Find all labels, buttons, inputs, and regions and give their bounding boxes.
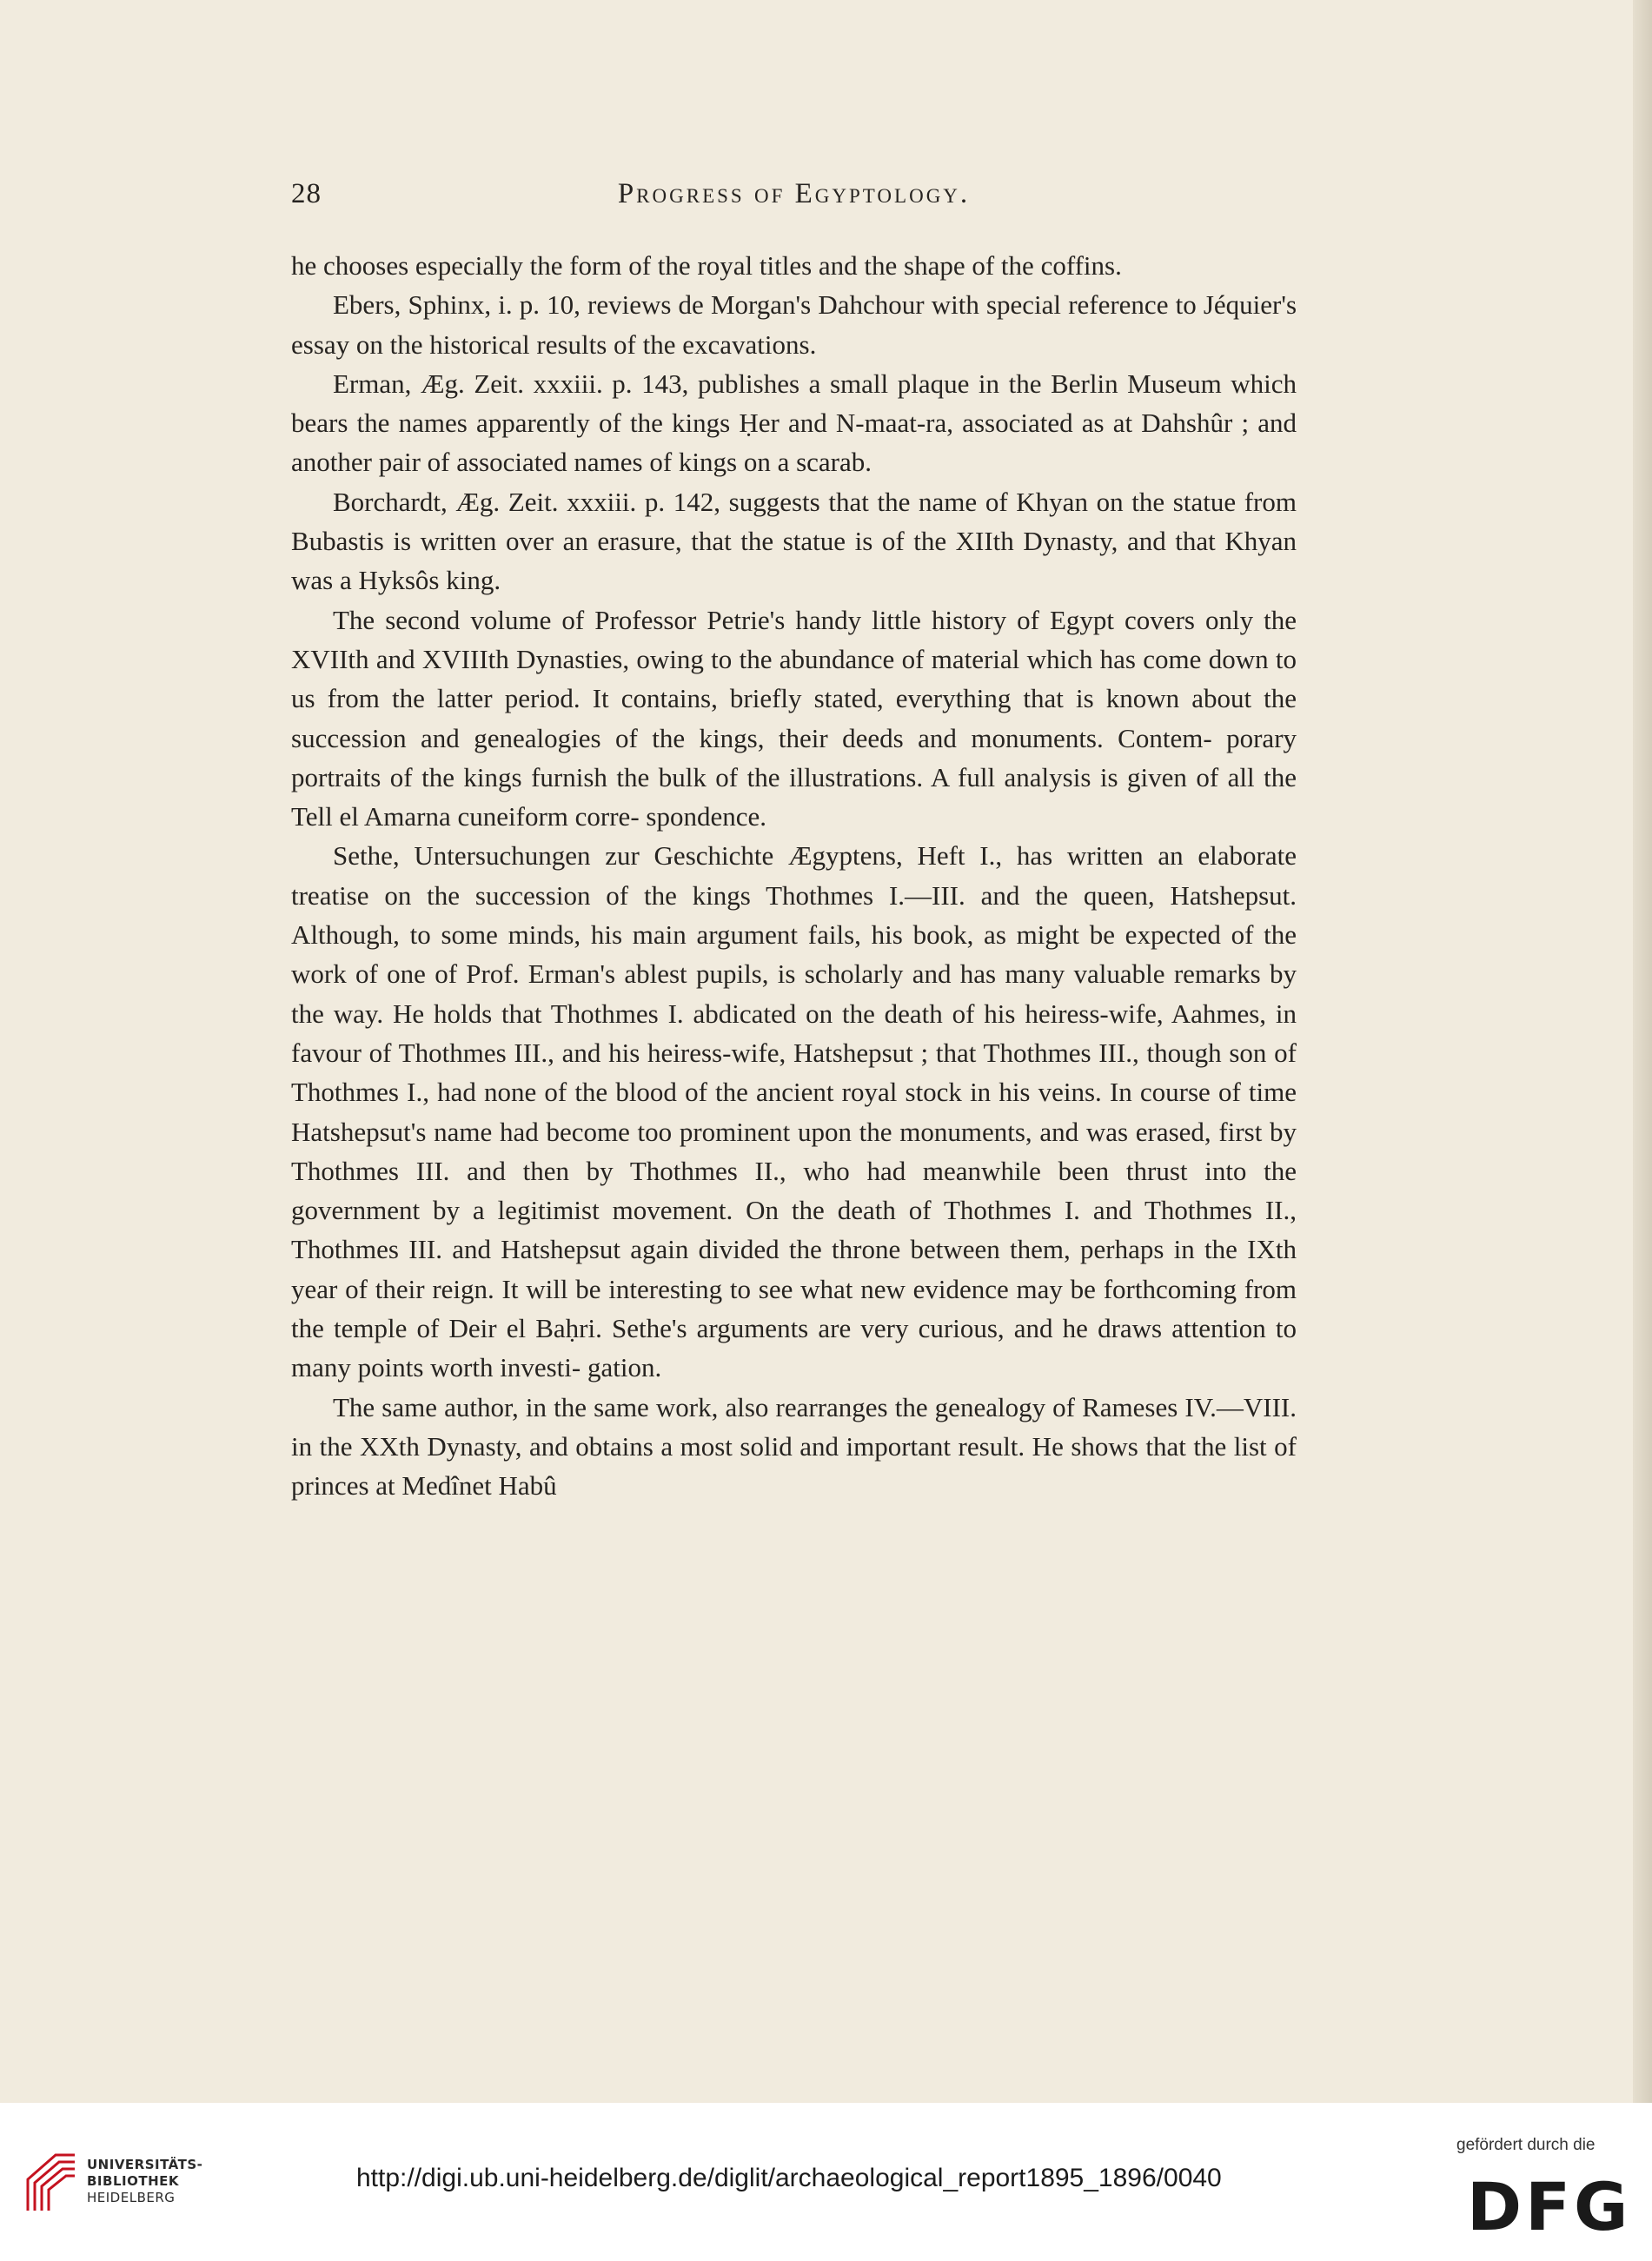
- paragraph: [291, 285, 1297, 364]
- text-line: contains, briefly stated, everything that is known about the succession: [291, 683, 1297, 753]
- text-line: Rameses IV.—VIII. in the XXth Dynasty, and obtains a most solid and: [291, 1391, 1297, 1462]
- text-line: gation.: [587, 1352, 662, 1383]
- text-line: important result. He shows that the list of princes at Medînet Habû: [291, 1430, 1297, 1502]
- text-line: been thrust into the government by a legitimist movement. On the: [291, 1155, 1297, 1226]
- body-text: [291, 246, 1297, 1506]
- text-line: the ancient royal stock in his veins. In course of time Hatshepsut's: [291, 1077, 1297, 1147]
- text-line: the queen, Hatshepsut. Although, to some minds, his main argument: [291, 879, 1297, 951]
- running-head: [291, 178, 1297, 230]
- text-line: that Thothmes III., though son of Thothmes I., had none of the blood of: [291, 1037, 1297, 1108]
- library-name-line: HEIDELBERG: [87, 2190, 176, 2205]
- text-line: He holds that Thothmes I. abdicated on the death of his heiress-wife,: [392, 998, 1164, 1029]
- text-line: The second volume of Professor Petrie's handy little history of Egypt: [333, 604, 1115, 635]
- library-name-line: UNIVERSITÄTS-: [87, 2157, 203, 2172]
- text-line: their reign. It will be interesting to see what new evidence may be: [375, 1273, 1096, 1304]
- text-line: on the statue from Bubastis is written over an erasure, that the statue is: [291, 486, 1297, 557]
- text-line: forthcoming from the temple of Deir el Baḥri. Sethe's arguments: [291, 1273, 1297, 1344]
- digitization-footer: [0, 2103, 1652, 2261]
- text-line: coffins.: [1040, 250, 1122, 281]
- text-line: of material which has come down to us from the latter period. It: [291, 643, 1297, 714]
- text-line: A full analysis is given of all the Tell el Amarna cuneiform corre-: [291, 761, 1297, 832]
- paragraph: [291, 364, 1297, 482]
- text-line: covers only the XVIIth and XVIIIth Dynasties, owing to the abundance: [291, 604, 1297, 674]
- text-line: name had become too prominent upon the monuments, and was erased,: [434, 1116, 1211, 1147]
- text-line: Erman, Æg. Zeit. xxxiii. p. 143, publishes a small plaque in the: [333, 368, 1042, 399]
- text-line: elaborate treatise on the succession of the kings Thothmes I.—III. and: [291, 840, 1297, 911]
- text-line: of the XIIth Dynasty, and that Khyan was a Hyksôs king.: [291, 526, 1297, 596]
- text-line: ablest pupils, is scholarly and has many valuable remarks by the way.: [291, 958, 1297, 1029]
- text-line: The same author, in the same work, also rearranges the genealogy of: [333, 1391, 1076, 1422]
- text-line: again divided the throne between them, perhaps in the IXth year of: [291, 1234, 1297, 1304]
- text-line: Sethe, Untersuchungen zur Geschichte Ægyptens, Heft I., has written an: [333, 840, 1184, 872]
- text-line: Borchardt, Æg. Zeit. xxxiii. p. 142, suggests that the name of Khyan: [333, 486, 1088, 517]
- text-line: spondence.: [646, 801, 766, 832]
- text-line: reference to Jéquier's essay on the historical results of the excavations.: [291, 289, 1297, 360]
- paragraph: [291, 482, 1297, 600]
- text-line: Berlin Museum which bears the names apparently of the kings Ḥer and: [291, 368, 1297, 439]
- page-edge-shadow: [1633, 0, 1652, 2103]
- library-name-line: BIBLIOTHEK: [87, 2173, 179, 2189]
- page-number: 28: [291, 178, 322, 209]
- text-line: Ebers, Sphinx, i. p. 10, reviews de Morgan's Dahchour with special: [333, 289, 1062, 321]
- paragraph: [291, 600, 1297, 837]
- permalink[interactable]: http://digi.ub.uni-heidelberg.de/diglit/archaeological_report1895_1896/0040: [356, 2164, 1222, 2192]
- text-line: he chooses especially the form of the royal titles and the shape of the: [291, 250, 1034, 281]
- dfg-logo: DFG: [1467, 2168, 1632, 2245]
- text-line: porary portraits of the kings furnish the bulk of the illustrations.: [291, 722, 1297, 792]
- text-line: and genealogies of the kings, their deeds and monuments. Contem-: [421, 722, 1212, 753]
- text-line: Aahmes, in favour of Thothmes III., and his heiress-wife, Hatshepsut ;: [291, 998, 1297, 1068]
- text-line: N-maat-ra, associated as at Dahshûr ; and another pair of associated: [291, 408, 1297, 478]
- paragraph: [291, 836, 1297, 1387]
- text-line: first by Thothmes III. and then by Thothmes II., who had meanwhile: [291, 1116, 1297, 1186]
- text-line: fails, his book, as might be expected of the work of one of Prof. Erman's: [291, 919, 1297, 990]
- page-content: [291, 178, 1297, 1506]
- university-library-logo-icon: [21, 2148, 82, 2218]
- paragraph: [291, 1388, 1297, 1506]
- text-line: are very curious, and he draws attention to many points worth investi-: [291, 1313, 1297, 1383]
- library-name: [87, 2157, 226, 2206]
- paragraph: [291, 246, 1297, 285]
- funded-by-label: gefördert durch die: [1456, 2136, 1596, 2154]
- text-line: death of Thothmes I. and Thothmes II., Thothmes III. and Hatshepsut: [291, 1195, 1297, 1265]
- text-line: names of kings on a scarab.: [574, 447, 872, 478]
- running-title: Progress of Egyptology.: [617, 178, 971, 209]
